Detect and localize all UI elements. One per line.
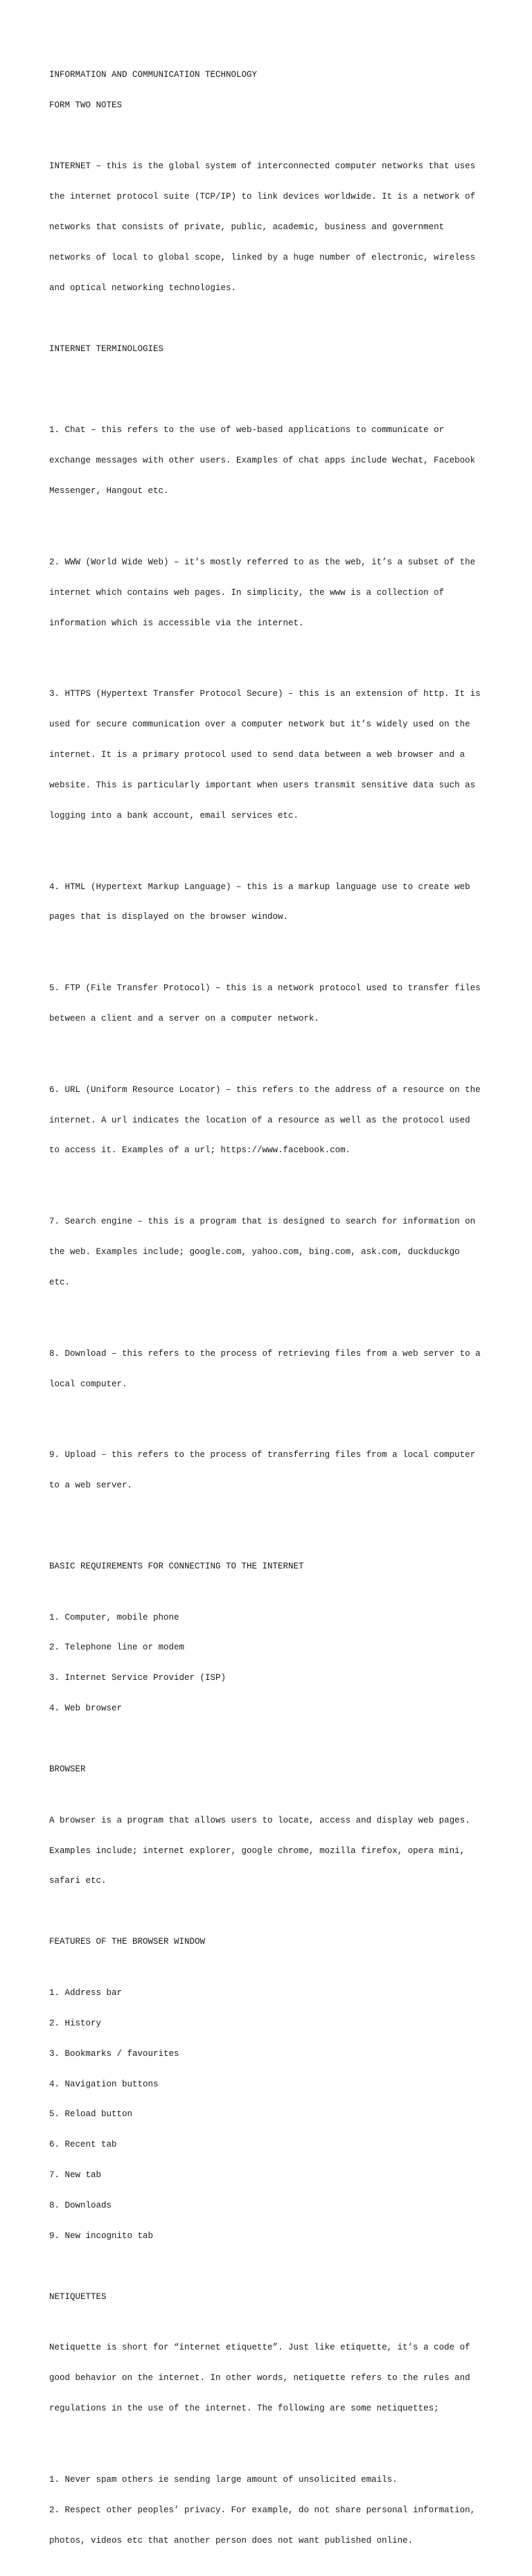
- list-item-line: website. This is particularly important when users transmit sensitive data such as: [49, 780, 476, 790]
- browser-definition: [49, 1795, 493, 1906]
- list-item-line: 1. Never spam others ie sending large amount of unsolicited emails.: [49, 2474, 398, 2485]
- terminology-item-chat: [49, 405, 493, 517]
- terminology-item-www: [49, 537, 493, 648]
- list-item-line: internet which contains web pages. In simplicity, the www is a collection of: [49, 587, 445, 598]
- paragraph-line: good behavior on the internet. In other words, netiquette refers to the rules and: [49, 2373, 470, 2383]
- terminology-item-download: [49, 1328, 493, 1409]
- paragraph-line: networks that consists of private, public, academic, business and government: [49, 222, 445, 233]
- list-item-line: 9. Upload – this refers to the process of transferring files from a local computer: [49, 1450, 476, 1460]
- list-item: 5. Reload button: [49, 2109, 133, 2120]
- list-item-line: local computer.: [49, 1379, 127, 1389]
- requirements-list: [49, 1592, 493, 1734]
- list-item-line: Messenger, Hangout etc.: [49, 486, 169, 497]
- paragraph-line: and optical networking technologies.: [49, 283, 237, 293]
- terminology-item-upload: [49, 1430, 493, 1511]
- paragraph-line: INTERNET – this is the global system of interconnected computer networks that uses: [49, 161, 476, 172]
- list-item-line: 7. Search engine – this is a program that is designed to search for information on: [49, 1217, 476, 1227]
- list-item-line: to access it. Examples of a url; https://www.facebook.com.: [49, 1145, 351, 1156]
- list-item: 3. Bookmarks / favourites: [49, 2048, 179, 2059]
- paragraph-line: the internet protocol suite (TCP/IP) to link devices worldwide. It is a network of: [49, 192, 476, 202]
- document-subtitle: FORM TWO NOTES: [49, 100, 123, 111]
- list-item-line: 2. WWW (World Wide Web) – it’s mostly referred to as the web, it’s a subset of the: [49, 557, 476, 567]
- list-item-line: photos, videos etc that another person does not want published online.: [49, 2535, 414, 2546]
- terminology-item-search-engine: [49, 1197, 493, 1308]
- list-item-line: 6. URL (Uniform Resource Locator) – this refers to the address of a resource on the: [49, 1084, 481, 1095]
- list-item-line: between a client and a server on a computer network.: [49, 1014, 320, 1023]
- list-item-line: the web. Examples include; google.com, yahoo.com, bing.com, ask.com, duckduckgo: [49, 1247, 460, 1258]
- list-item: 1. Address bar: [49, 1987, 123, 1998]
- document-page: [49, 50, 493, 2576]
- list-item-line: pages that is displayed on the browser window.: [49, 912, 289, 922]
- features-heading: FEATURES OF THE BROWSER WINDOW: [49, 1937, 206, 1947]
- terminology-item-https: [49, 669, 493, 841]
- list-item-line: 8. Download – this refers to the process of retrieving files from a web server to a: [49, 1348, 481, 1359]
- paragraph-line: networks of local to global scope, linked by a huge number of electronic, wireless: [49, 253, 476, 263]
- list-item: 2. Telephone line or modem: [49, 1643, 185, 1653]
- terminology-item-html: [49, 861, 493, 942]
- list-item-line: etc.: [49, 1277, 71, 1287]
- list-item-line: internet. A url indicates the location of a resource as well as the protocol used: [49, 1115, 470, 1125]
- terminologies-heading: INTERNET TERMINOLOGIES: [49, 343, 164, 354]
- features-list: [49, 1967, 493, 2262]
- list-item-line: logging into a bank account, email services etc.: [49, 810, 299, 821]
- list-item-line: 3. HTTPS (Hypertext Transfer Protocol Secure) – this is an extension of http. It is: [49, 689, 481, 699]
- list-item: 4. Web browser: [49, 1703, 123, 1714]
- paragraph-line: safari etc.: [49, 1876, 107, 1886]
- list-item: 7. New tab: [49, 2170, 102, 2181]
- list-item: 1. Computer, mobile phone: [49, 1612, 179, 1622]
- terminology-list: [49, 385, 493, 1532]
- browser-heading: BROWSER: [49, 1764, 86, 1775]
- internet-definition: [49, 141, 493, 314]
- list-item: 8. Downloads: [49, 2201, 112, 2211]
- list-item-line: exchange messages with other users. Examples of chat apps include Wechat, Facebook: [49, 456, 476, 466]
- netiquettes-heading: NETIQUETTES: [49, 2292, 107, 2302]
- document-title: INFORMATION AND COMMUNICATION TECHNOLOGY: [49, 70, 258, 80]
- list-item-line: 4. HTML (Hypertext Markup Language) – this is a markup language use to create web: [49, 882, 470, 892]
- paragraph-line: Netiquette is short for “internet etiquette”. Just like etiquette, it’s a code of: [49, 2343, 470, 2353]
- list-item-line: to a web server.: [49, 1481, 133, 1491]
- list-item: 9. New incognito tab: [49, 2231, 154, 2242]
- list-item-line: 1. Chat – this refers to the use of web-based applications to communicate or: [49, 425, 445, 436]
- requirements-heading: BASIC REQUIREMENTS FOR CONNECTING TO THE INTERNET: [49, 1562, 304, 1572]
- list-item: 3. Internet Service Provider (ISP): [49, 1673, 227, 1683]
- list-item: 6. Recent tab: [49, 2140, 117, 2150]
- list-item: 4. Navigation buttons: [49, 2079, 159, 2089]
- list-item-line: internet. It is a primary protocol used to send data between a web browser and a: [49, 750, 466, 760]
- terminology-item-ftp: [49, 963, 493, 1044]
- paragraph-line: regulations in the use of the internet. The following are some netiquettes;: [49, 2404, 439, 2414]
- paragraph-line: A browser is a program that allows users to locate, access and display web pages.: [49, 1815, 470, 1825]
- list-item: 2. History: [49, 2018, 102, 2028]
- terminology-item-url: [49, 1064, 493, 1176]
- list-item-line: 5. FTP (File Transfer Protocol) – this is a network protocol used to transfer files: [49, 983, 481, 994]
- list-item-line: used for secure communication over a computer network but it’s widely used on the: [49, 719, 470, 730]
- netiquettes-definition: [49, 2323, 493, 2434]
- paragraph-line: Examples include; internet explorer, google chrome, mozilla firefox, opera mini,: [49, 1845, 466, 1856]
- netiquettes-list: [49, 2455, 493, 2566]
- list-item-line: 2. Respect other peoples’ privacy. For example, do not share personal information,: [49, 2505, 476, 2515]
- list-item-line: information which is accessible via the internet.: [49, 618, 304, 628]
